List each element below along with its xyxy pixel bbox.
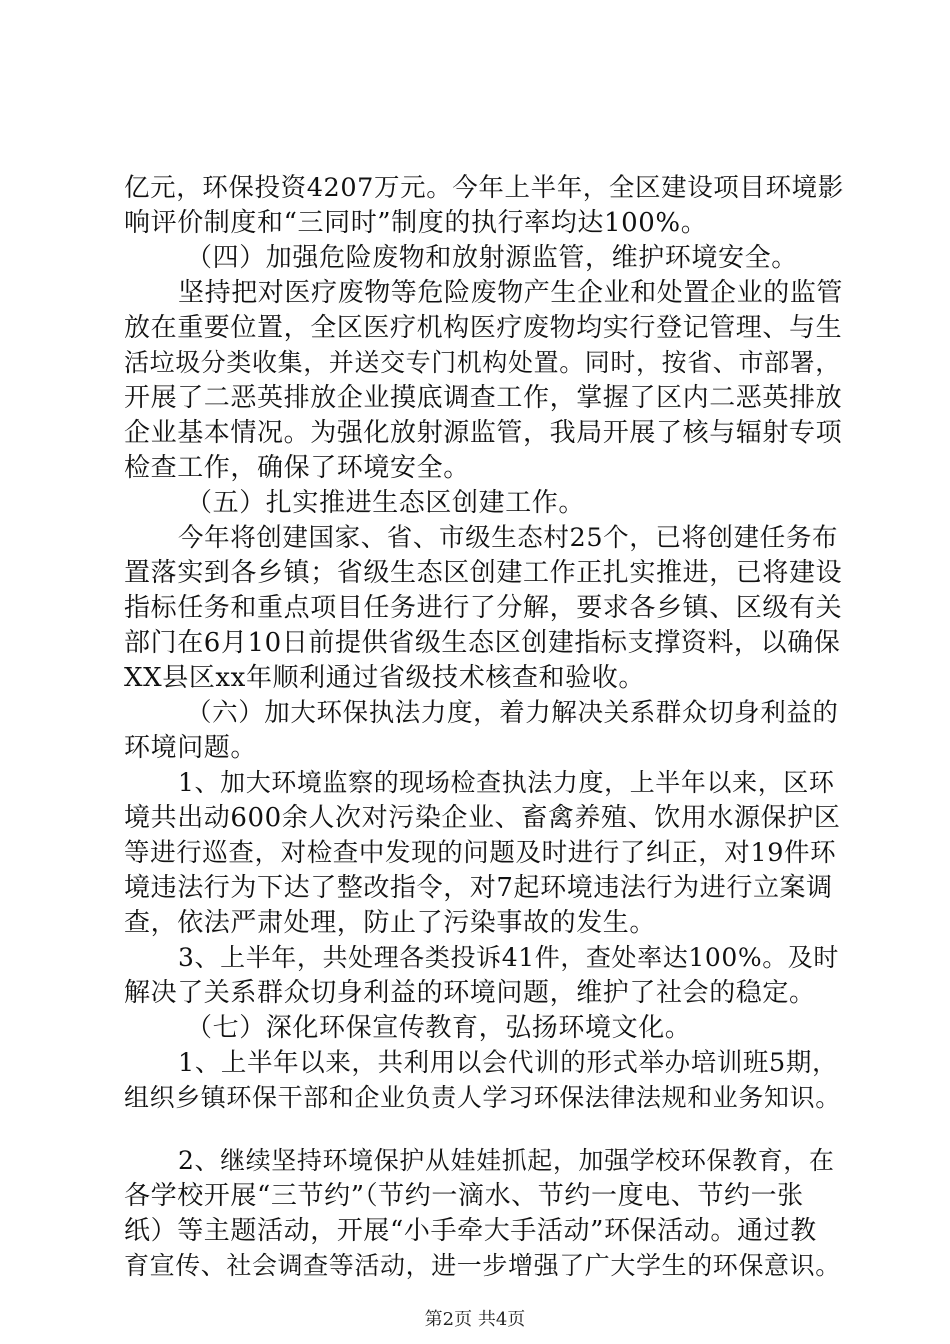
paragraph-line: 亿元，环保投资4207万元。今年上半年，全区建设项目环境影: [124, 173, 844, 203]
paragraph-line: 部门在6月10日前提供省级生态区创建指标支撑资料，以确保: [124, 628, 841, 658]
paragraph-line: 2、继续坚持环境保护从娃娃抓起，加强学校环保教育，在: [178, 1146, 835, 1175]
paragraph-line: 置落实到各乡镇；省级生态区创建工作正扎实推进，已将建设: [124, 558, 843, 588]
paragraph-line: 指标任务和重点项目任务进行了分解，要求各乡镇、区级有关: [124, 593, 843, 623]
paragraph-line: 企业基本情况。为强化放射源监管，我局开展了核与辐射专项: [124, 418, 843, 448]
paragraph-line: 各学校开展“三节约”（节约一滴水、节约一度电、节约一张: [124, 1181, 804, 1211]
paragraph-line: 查，依法严肃处理，防止了污染事故的发生。: [124, 908, 657, 938]
section-heading-5: （五）扎实推进生态区创建工作。: [186, 488, 586, 518]
paragraph-line: 放在重要位置，全区医疗机构医疗废物均实行登记管理、与生: [124, 313, 843, 343]
paragraph-line: 组织乡镇环保干部和企业负责人学习环保法律法规和业务知识。: [124, 1083, 841, 1112]
paragraph-line: 检查工作，确保了环境安全。: [124, 453, 470, 483]
paragraph-line: 1、加大环境监察的现场检查执法力度，上半年以来，区环: [178, 768, 835, 797]
paragraph-line: 响评价制度和“三同时”制度的执行率均达100%。: [124, 208, 708, 238]
paragraph-line: 纸）等主题活动，开展“小手牵大手活动”环保活动。通过教: [124, 1216, 817, 1246]
paragraph-line: 活垃圾分类收集，并送交专门机构处置。同时，按省、市部署，: [124, 348, 841, 377]
section-heading-6: （六）加大环保执法力度，着力解决关系群众切身利益的: [186, 698, 839, 728]
section-heading-7: （七）深化环保宣传教育，弘扬环境文化。: [186, 1013, 692, 1043]
paragraph-line: 育宣传、社会调查等活动，进一步增强了广大学生的环保意识。: [124, 1251, 841, 1280]
paragraph-line: 等进行巡查，对检查中发现的问题及时进行了纠正，对19件环: [124, 838, 837, 868]
paragraph-line: 环境问题。: [124, 733, 258, 763]
paragraph-line: 今年将创建国家、省、市级生态村25个，已将创建任务布: [178, 523, 839, 553]
page-number-footer: 第2页 共4页: [424, 1309, 526, 1330]
paragraph-line: 1、上半年以来，共利用以会代训的形式举办培训班5期，: [178, 1048, 839, 1078]
paragraph-line: 3、上半年，共处理各类投诉41件，查处率达100%。及时: [178, 943, 839, 972]
paragraph-line: 坚持把对医疗废物等危险废物产生企业和处置企业的监管: [178, 278, 844, 308]
paragraph-line: 解决了关系群众切身利益的环境问题，维护了社会的稳定。: [124, 978, 816, 1008]
paragraph-line: 境违法行为下达了整改指令，对7起环境违法行为进行立案调: [124, 873, 833, 903]
paragraph-line: XX县区xx年顺利通过省级技术核查和验收。: [124, 663, 645, 693]
paragraph-line: 境共出动600余人次对污染企业、畜禽养殖、饮用水源保护区: [124, 803, 841, 833]
paragraph-line: 开展了二恶英排放企业摸底调查工作，掌握了区内二恶英排放: [124, 383, 843, 413]
section-heading-4: （四）加强危险废物和放射源监管，维护环境安全。: [186, 243, 798, 273]
